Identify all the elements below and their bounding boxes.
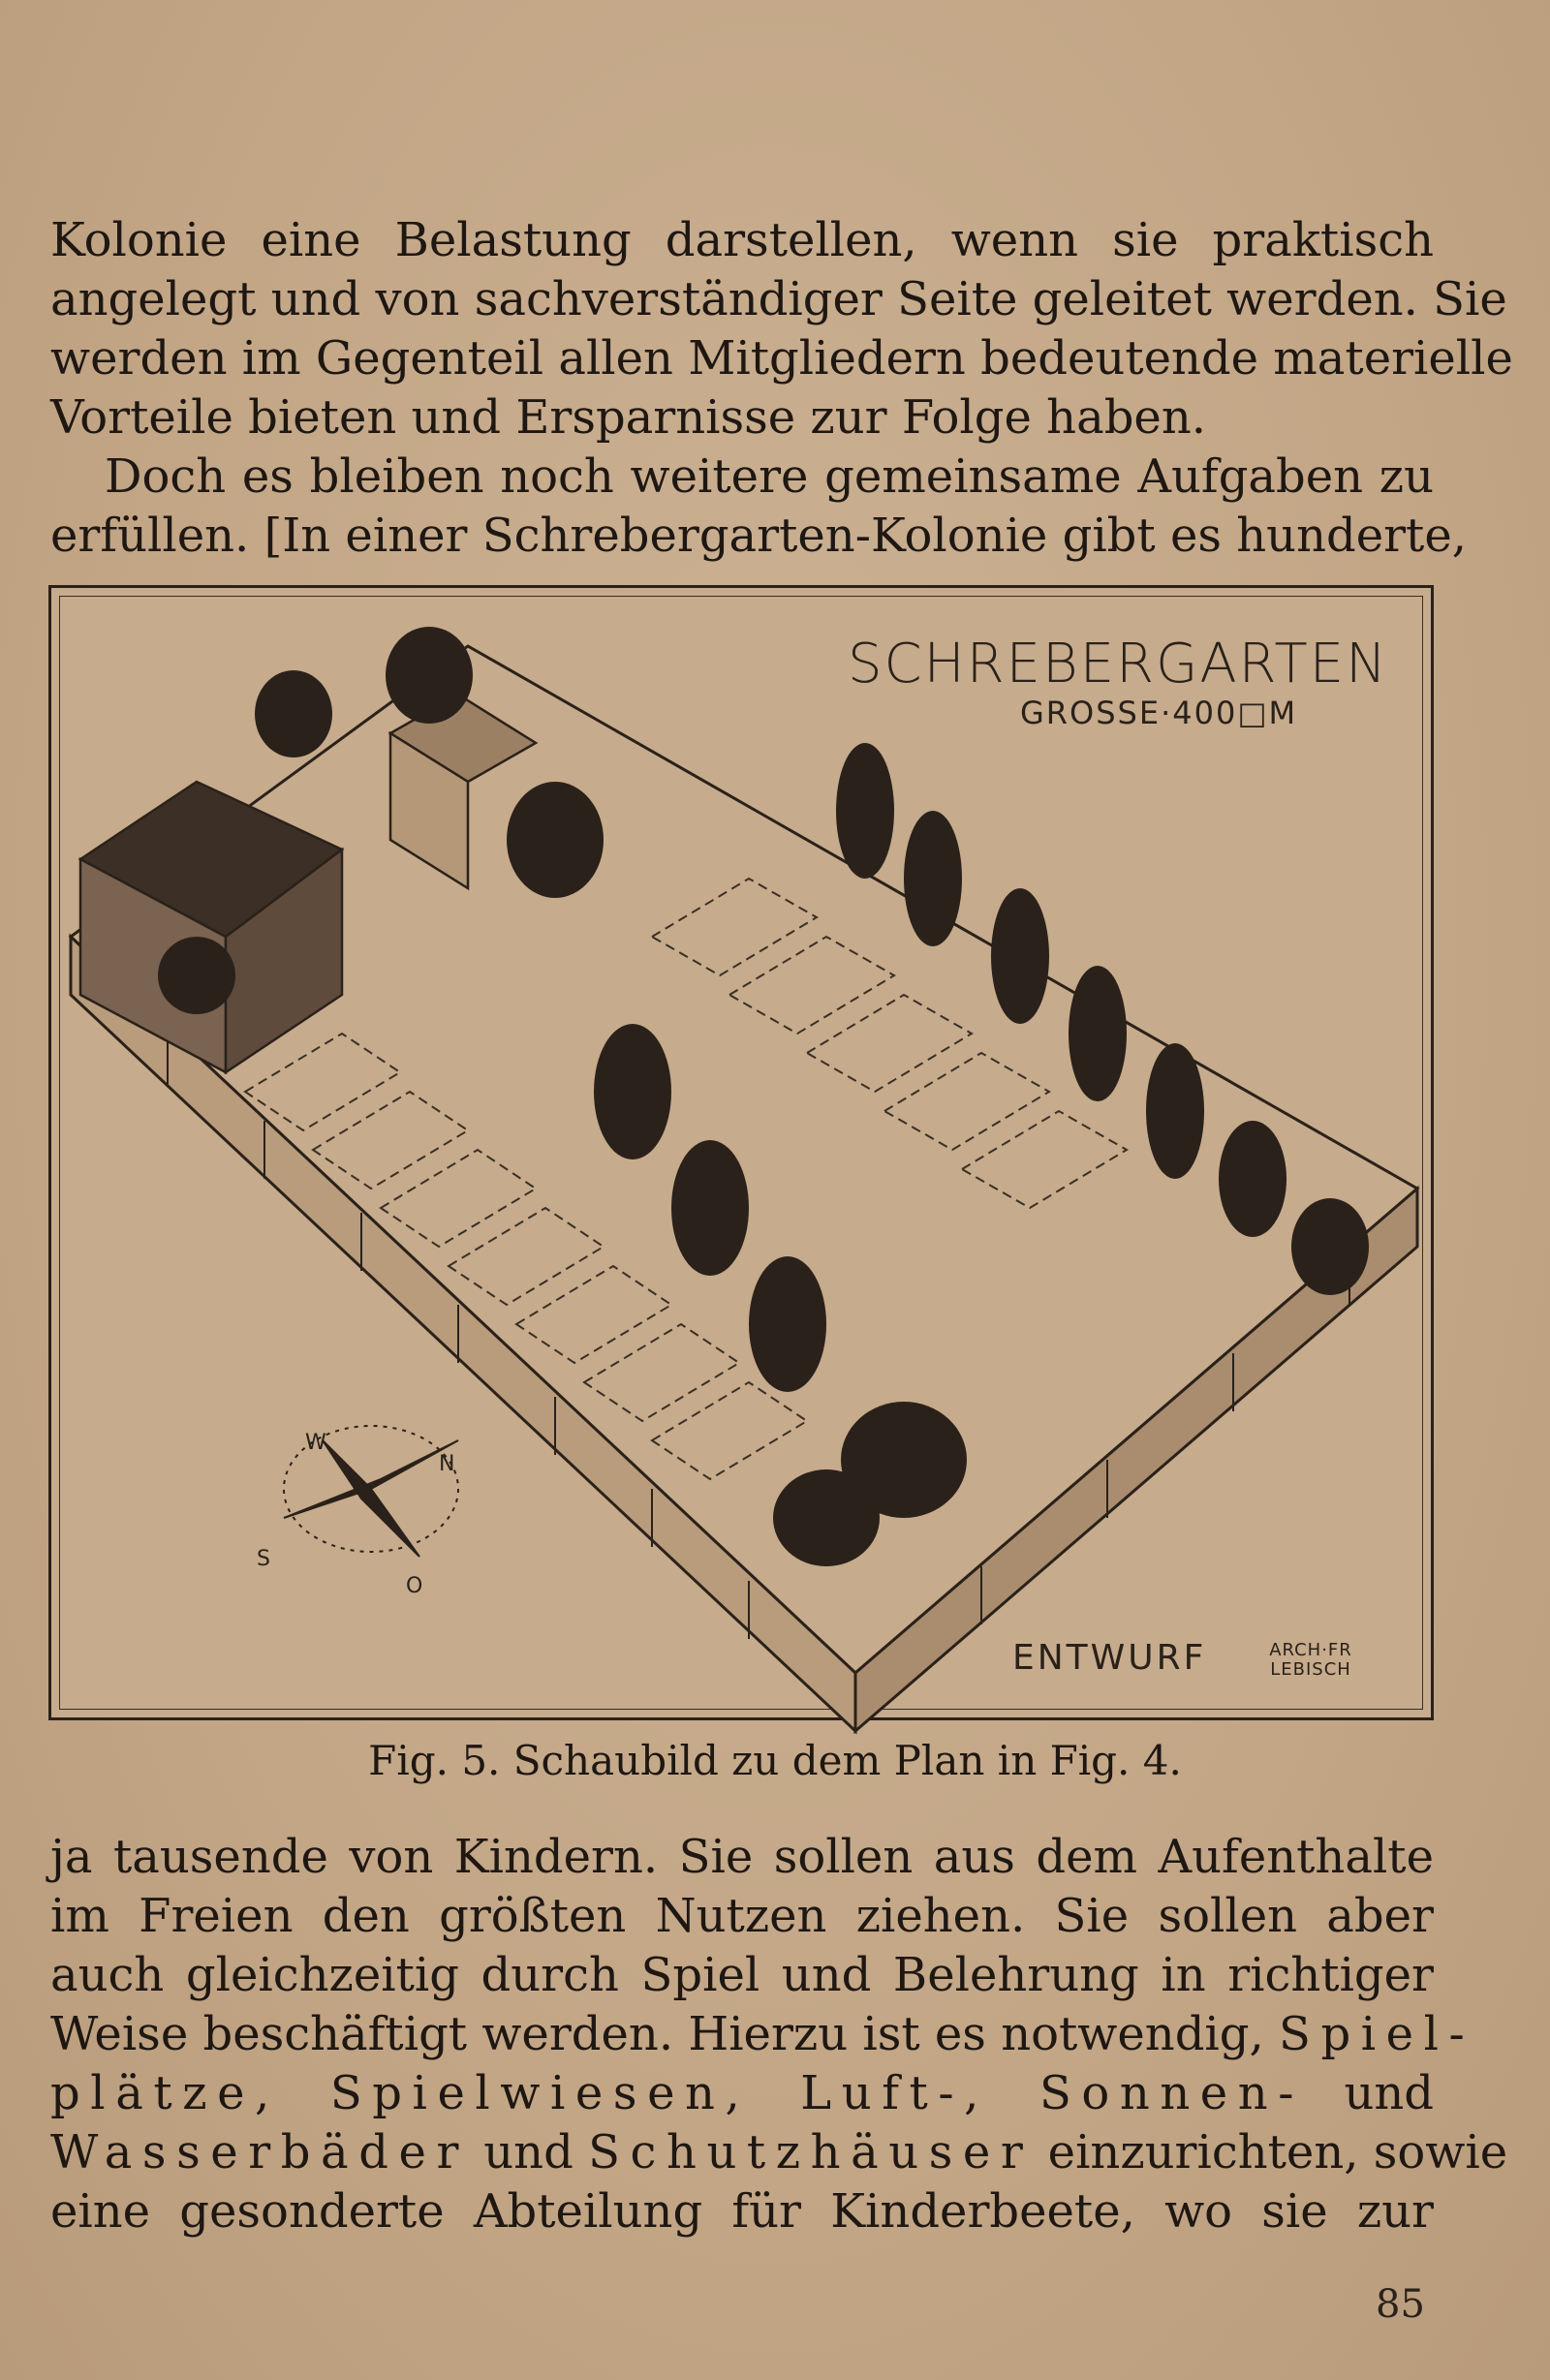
architect-line: LEBISCH xyxy=(1270,1659,1351,1680)
figure-entwurf-label: ENTWURF xyxy=(1012,1638,1207,1678)
text-line xyxy=(50,2123,1508,2182)
figure-caption: Fig. 5. Schaubild zu dem Plan in Fig. 4. xyxy=(368,1737,1182,1784)
figure-architect-label xyxy=(1243,1641,1379,1680)
page-number: 85 xyxy=(1376,2282,1425,2327)
text-segment: und xyxy=(483,2125,574,2179)
text-line: eine gesonderte Abteilung für Kinderbeete, wo sie zur xyxy=(50,2184,1434,2239)
architect-line: ARCH·FR xyxy=(1269,1640,1352,1660)
bottom-paragraph xyxy=(50,1828,1508,2241)
figure-title: SCHREBERGARTEN xyxy=(847,633,1388,695)
text-line: Vorteile bieten und Ersparnisse zur Folge haben. xyxy=(50,390,1206,445)
spaced-word: Wasserbäder xyxy=(50,2125,469,2179)
text-line: werden im Gegenteil allen Mitgliedern bedeutende materielle xyxy=(50,331,1513,386)
text-line: auch gleichzeitig durch Spiel und Belehrung in richtiger xyxy=(50,1948,1434,2002)
text-line: angelegt und von sachverständiger Seite geleitet werden. Sie xyxy=(50,272,1507,326)
figure-size-label: GROSSE·400□M xyxy=(1020,695,1298,731)
text-line: im Freien den größten Nutzen ziehen. Sie sollen aber xyxy=(50,1889,1434,1943)
text-line xyxy=(50,2064,1434,2123)
compass-w: W xyxy=(305,1431,326,1455)
text-segment: Weise beschäftigt werden. Hierzu ist es notwendig, xyxy=(50,2007,1264,2061)
text-line xyxy=(50,2005,1475,2064)
plot-side-left xyxy=(71,937,855,1731)
text-segment: einzurichten, sowie xyxy=(1047,2125,1508,2179)
text-line: erfüllen. [In einer Schrebergarten-Kolonie gibt es hunderte, xyxy=(50,509,1468,563)
text-line: Doch es bleiben noch weitere gemeinsame Aufgaben zu xyxy=(105,449,1434,504)
text-segment: und xyxy=(1344,2066,1434,2120)
text-line: Kolonie eine Belastung darstellen, wenn sie praktisch xyxy=(50,213,1434,267)
spaced-word: plätze, Spielwiesen, Luft-, Sonnen- xyxy=(50,2066,1305,2120)
top-paragraph xyxy=(50,211,1513,566)
figure-illustration xyxy=(48,585,1434,1720)
text-line: ja tausende von Kindern. Sie sollen aus dem Aufenthalte xyxy=(50,1830,1434,1884)
spaced-word: Spiel- xyxy=(1279,2007,1475,2061)
compass-o: O xyxy=(406,1574,423,1598)
compass-s: S xyxy=(257,1547,270,1571)
spaced-word: Schutzhäuser xyxy=(588,2125,1034,2179)
compass-n: N xyxy=(439,1452,455,1476)
